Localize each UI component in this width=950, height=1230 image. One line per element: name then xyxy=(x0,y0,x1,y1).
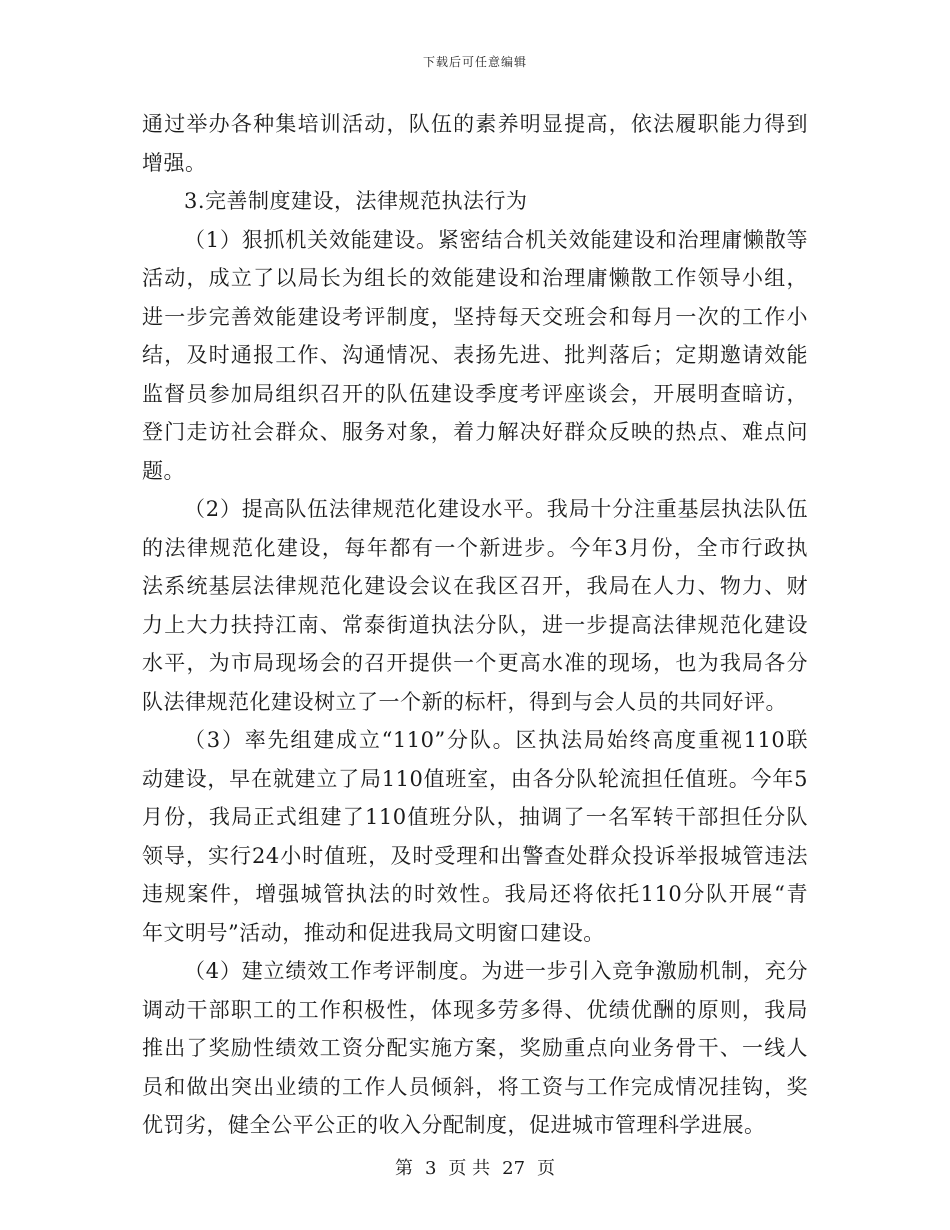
total-pages: 27 xyxy=(502,1158,526,1179)
text-line: 领导，实行24小时值班，及时受理和出警查处群众投诉举报城管违法 xyxy=(142,843,808,868)
paragraph-start: （3）率先组建成立“110”分队。区执法局始终高度重视110联 xyxy=(184,728,808,752)
text-line: 通过举办各种集培训活动，队伍的素养明显提高，依法履职能力得到 xyxy=(142,112,808,136)
page-footer xyxy=(0,1154,950,1180)
page-number: 3 xyxy=(424,1158,437,1179)
text-line: 员和做出突出业绩的工作人员倾斜，将工资与工作完成情况挂钩，奖 xyxy=(142,1074,808,1099)
section-heading: 3.完善制度建设，法律规范执法行为 xyxy=(184,189,528,213)
paragraph-start: （2）提高队伍法律规范化建设水平。我局十分注重基层执法队伍 xyxy=(184,497,808,521)
text-line: 调动干部职工的工作积极性，体现多劳多得、优绩优酬的原则，我局 xyxy=(142,997,808,1022)
text-line: 的法律规范化建设，每年都有一个新进步。今年3月份，全市行政执 xyxy=(142,535,808,560)
body-text xyxy=(142,105,808,1145)
footer-suffix: 页 xyxy=(537,1158,556,1179)
page-header: 下载后可任意编辑 xyxy=(422,55,527,69)
text-line: 结，及时通报工作、沟通情况、表扬先进、批判落后；定期邀请效能 xyxy=(142,343,808,367)
text-line: 增强。 xyxy=(142,150,207,175)
text-line: 水平，为市局现场会的召开提供一个更高水准的现场，也为我局各分 xyxy=(142,651,808,675)
paragraph-start: （4）建立绩效工作考评制度。为进一步引入竞争激励机制，充分 xyxy=(184,959,808,983)
text-line: 优罚劣，健全公平公正的收入分配制度，促进城市管理科学进展。 xyxy=(142,1113,766,1137)
text-line: 推出了奖励性绩效工资分配实施方案，奖励重点向业务骨干、一线人 xyxy=(142,1036,808,1060)
text-line: 法系统基层法律规范化建设会议在我区召开，我局在人力、物力、财 xyxy=(142,574,808,598)
text-line: 违规案件，增强城管执法的时效性。我局还将依托110分队开展“青 xyxy=(142,882,808,906)
text-line: 力上大力扶持江南、常泰街道执法分队，进一步提高法律规范化建设 xyxy=(142,612,808,637)
footer-prefix: 第 xyxy=(394,1158,413,1179)
text-line: 活动，成立了以局长为组长的效能建设和治理庸懒散工作领导小组， xyxy=(142,266,808,290)
text-line: 队法律规范化建设树立了一个新的标杆，得到与会人员的共同好评。 xyxy=(142,689,787,714)
text-line: 登门走访社会群众、服务对象，着力解决好群众反映的热点、难点问 xyxy=(142,420,808,444)
text-line: 年文明号”活动，推动和促进我局文明窗口建设。 xyxy=(142,920,605,945)
text-line: 月份，我局正式组建了110值班分队，抽调了一名军转干部担任分队 xyxy=(142,805,808,829)
footer-middle: 页 共 xyxy=(448,1158,491,1179)
text-line: 进一步完善效能建设考评制度，坚持每天交班会和每月一次的工作小 xyxy=(142,304,808,329)
paragraph-start: （1）狠抓机关效能建设。紧密结合机关效能建设和治理庸懒散等 xyxy=(184,227,808,252)
text-line: 动建设，早在就建立了局110值班室，由各分队轮流担任值班。今年5 xyxy=(142,766,808,791)
text-line: 监督员参加局组织召开的队伍建设季度考评座谈会，开展明查暗访， xyxy=(142,381,808,406)
text-line: 题。 xyxy=(142,458,185,483)
